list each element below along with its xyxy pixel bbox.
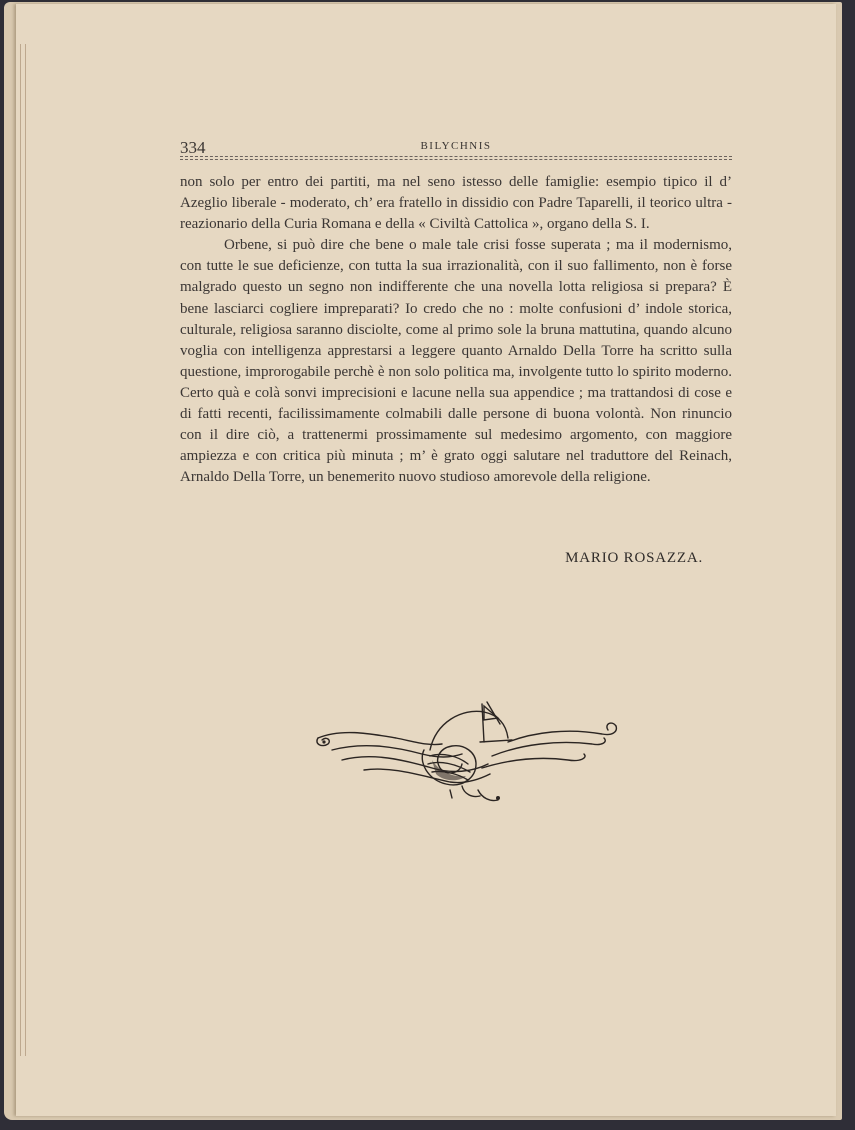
author-signature: MARIO ROSAZZA.: [565, 550, 703, 566]
header-rule: [180, 156, 732, 157]
sailboat-waves-icon: [312, 698, 624, 808]
paragraph: non solo per entro dei partiti, ma nel seno istesso delle famiglie: esempio tipico il d’ Azeglio liberale - moderato, ch’ era fratello in dissidio con Padre Taparelli, il teorico ultra - reazionario della Curia Romana e della « Civiltà Cattolica », organo della S. I.: [180, 174, 732, 233]
article-text: [180, 172, 732, 488]
running-title: BILYCHNIS: [420, 140, 492, 152]
page-number: 334: [180, 138, 206, 157]
page-edge-line: [20, 44, 21, 1056]
paragraph: Orbene, si può dire che bene o male tale crisi fosse superata ; ma il modernismo, con tutte le sue deficienze, con tutta la sua irrazionalità, con il suo fallimento, non è forse malgrado questo un segno non indifferente che una novella lotta religiosa si prepara? È bene lasciarci cogliere impreparati? Io credo che no : molte confusioni d’ indole storica, culturale, religiosa saranno disciolte, come al primo sole la bruna mattutina, quando alcuno voglia con intelligenza apprestarsi a leggere quanto Arnaldo Della Torre ha scritto sulla questione, improrogabile perchè è non solo politica ma, involgente tutto lo spirito moderno. Certo quà e colà sonvi imprecisioni e lacune nella sua appendice ; ma trattandosi di cose e di fatti recenti, facilissimamente colmabili dalle persone di buona volontà. Non rinuncio con il dire ciò, a trattenermi prossimamente sul medesimo argomento, con maggiore ampiezza e con critica più minuta ; m’ è grato oggi salutare nel traduttore del Reinach, Arnaldo Della Torre, un benemerito nuovo studioso amorevole della religione.: [180, 237, 732, 486]
book-page: [16, 4, 836, 1116]
header-rule: [180, 159, 732, 160]
page-edge-line: [25, 44, 26, 1056]
